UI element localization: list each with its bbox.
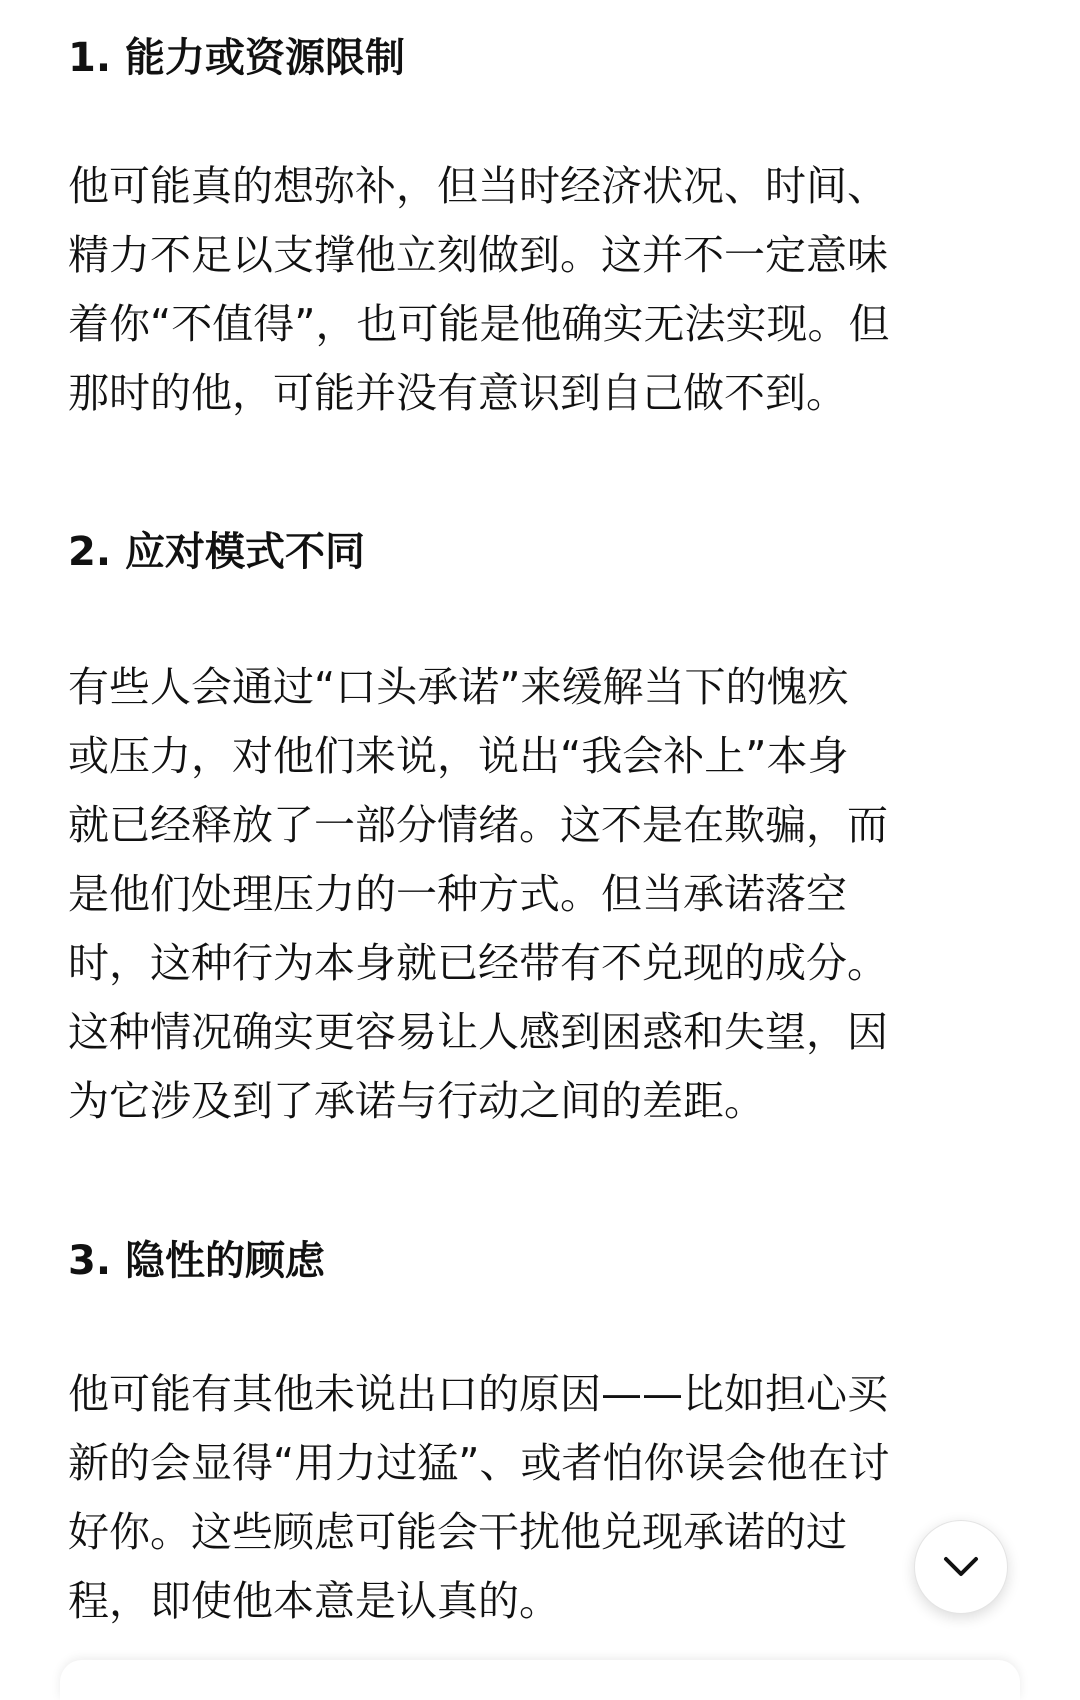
paragraph-line: 他可能有其他未说出口的原因——比如担心买 [68,1370,888,1418]
paragraph-line: 好你。这些顾虑可能会干扰他兑现承诺的过 [68,1508,847,1556]
paragraph-line: 他可能真的想弥补，但当时经济状况、时间、 [68,162,888,210]
paragraph-line: 就已经释放了一部分情绪。这不是在欺骗，而 [68,801,888,849]
scroll-down-button[interactable] [914,1520,1008,1614]
paragraph-line: 着你“不值得”，也可能是他确实无法实现。但 [68,300,890,348]
section-paragraph-1 [68,152,1008,428]
section-paragraph-2 [68,653,1008,1136]
paragraph-line: 程，即使他本意是认真的。 [68,1577,560,1625]
paragraph-line: 那时的他，可能并没有意识到自己做不到。 [68,369,847,417]
paragraph-line: 有些人会通过“口头承诺”来缓解当下的愧疚 [68,663,849,711]
composer-bar-edge [60,1660,1020,1700]
paragraph-line: 这种情况确实更容易让人感到困惑和失望，因 [68,1008,888,1056]
paragraph-line: 或压力，对他们来说，说出“我会补上”本身 [68,732,849,780]
paragraph-line: 是他们处理压力的一种方式。但当承诺落空 [68,870,847,918]
section-heading-1: 1. 能力或资源限制 [68,35,405,81]
section-heading-3: 3. 隐性的顾虑 [68,1238,325,1284]
section-heading-2: 2. 应对模式不同 [68,529,365,575]
paragraph-line: 时，这种行为本身就已经带有不兑现的成分。 [68,939,888,987]
paragraph-line: 精力不足以支撑他立刻做到。这并不一定意味 [68,231,888,279]
paragraph-line: 新的会显得“用力过猛”、或者怕你误会他在讨 [68,1439,890,1487]
section-paragraph-3 [68,1360,1008,1636]
chevron-down-icon [943,1556,979,1578]
paragraph-line: 为它涉及到了承诺与行动之间的差距。 [68,1077,765,1125]
